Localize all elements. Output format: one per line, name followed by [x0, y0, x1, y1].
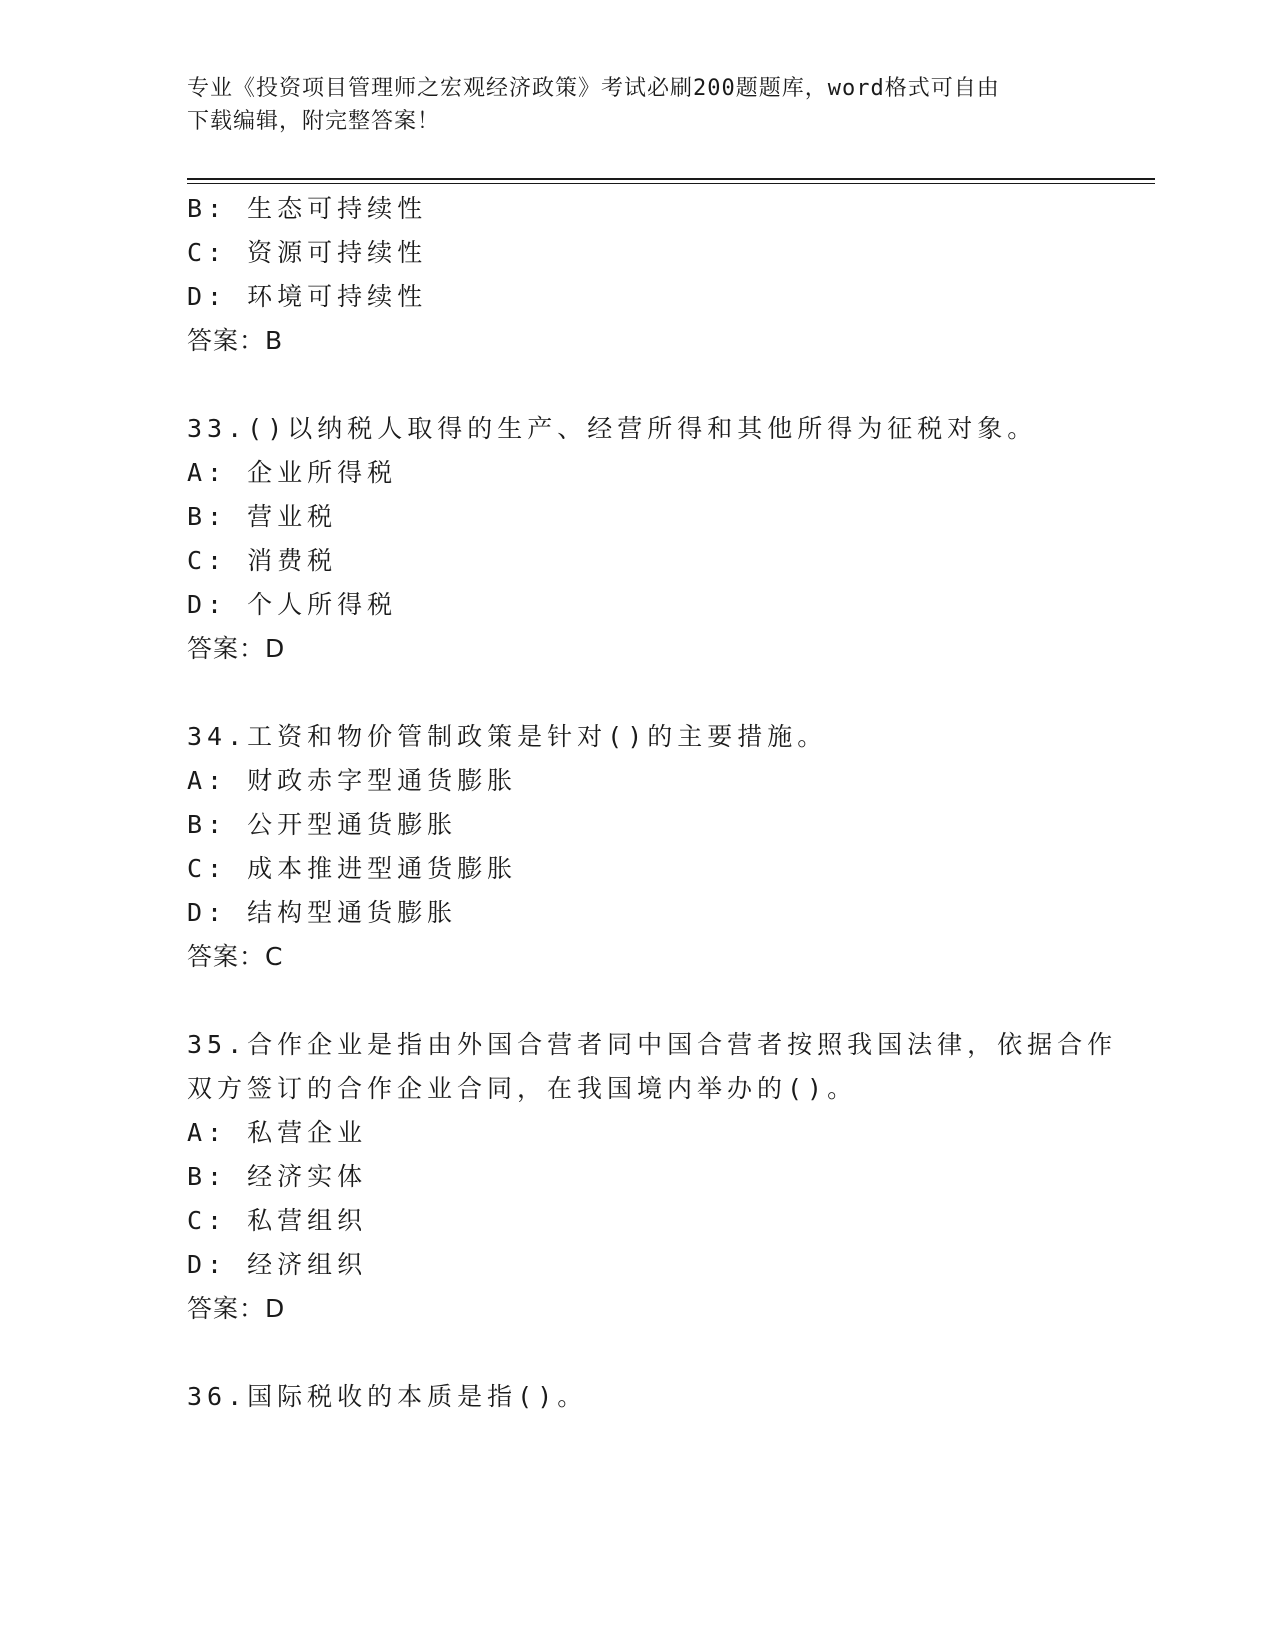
- q32-option-d: D: 环境可持续性: [187, 282, 428, 311]
- q33-option-a: A: 企业所得税: [187, 458, 398, 487]
- q36-question: 36.国际税收的本质是指()。: [187, 1382, 588, 1411]
- q33-option-c: C: 消费税: [187, 546, 338, 575]
- q32-option-b: B: 生态可持续性: [187, 194, 428, 223]
- q35-option-a: A: 私营企业: [187, 1118, 368, 1147]
- q35-option-d: D: 经济组织: [187, 1250, 368, 1279]
- q33-question: 33.()以纳税人取得的生产、经营所得和其他所得为征税对象。: [187, 414, 1038, 443]
- q34-option-a: A: 财政赤字型通货膨胀: [187, 766, 518, 795]
- q34-option-d: D: 结构型通货膨胀: [187, 898, 458, 927]
- q34-question: 34.工资和物价管制政策是针对()的主要措施。: [187, 722, 828, 751]
- q35-question-line-2: 双方签订的合作企业合同，在我国境内举办的()。: [187, 1074, 858, 1103]
- q34-option-c: C: 成本推进型通货膨胀: [187, 854, 518, 883]
- q35-answer: 答案：D: [187, 1294, 286, 1323]
- q33-answer: 答案：D: [187, 634, 286, 663]
- header-divider-thin: [187, 183, 1155, 184]
- q34-option-b: B: 公开型通货膨胀: [187, 810, 458, 839]
- header-line-2: 下载编辑，附完整答案！: [187, 109, 441, 134]
- q35-option-b: B: 经济实体: [187, 1162, 368, 1191]
- q32-option-c: C: 资源可持续性: [187, 238, 428, 267]
- q35-question-line-1: 35.合作企业是指由外国合营者同中国合营者按照我国法律，依据合作: [187, 1030, 1118, 1059]
- header-divider-thick: [187, 178, 1155, 180]
- document-header: [187, 72, 1087, 138]
- q34-answer: 答案：C: [187, 942, 284, 971]
- q33-option-b: B: 营业税: [187, 502, 338, 531]
- q35-option-c: C: 私营组织: [187, 1206, 368, 1235]
- q32-answer: 答案：B: [187, 326, 284, 355]
- q33-option-d: D: 个人所得税: [187, 590, 398, 619]
- header-line-1: 专业《投资项目管理师之宏观经济政策》考试必刷200题题库，word格式可自由: [187, 76, 1000, 101]
